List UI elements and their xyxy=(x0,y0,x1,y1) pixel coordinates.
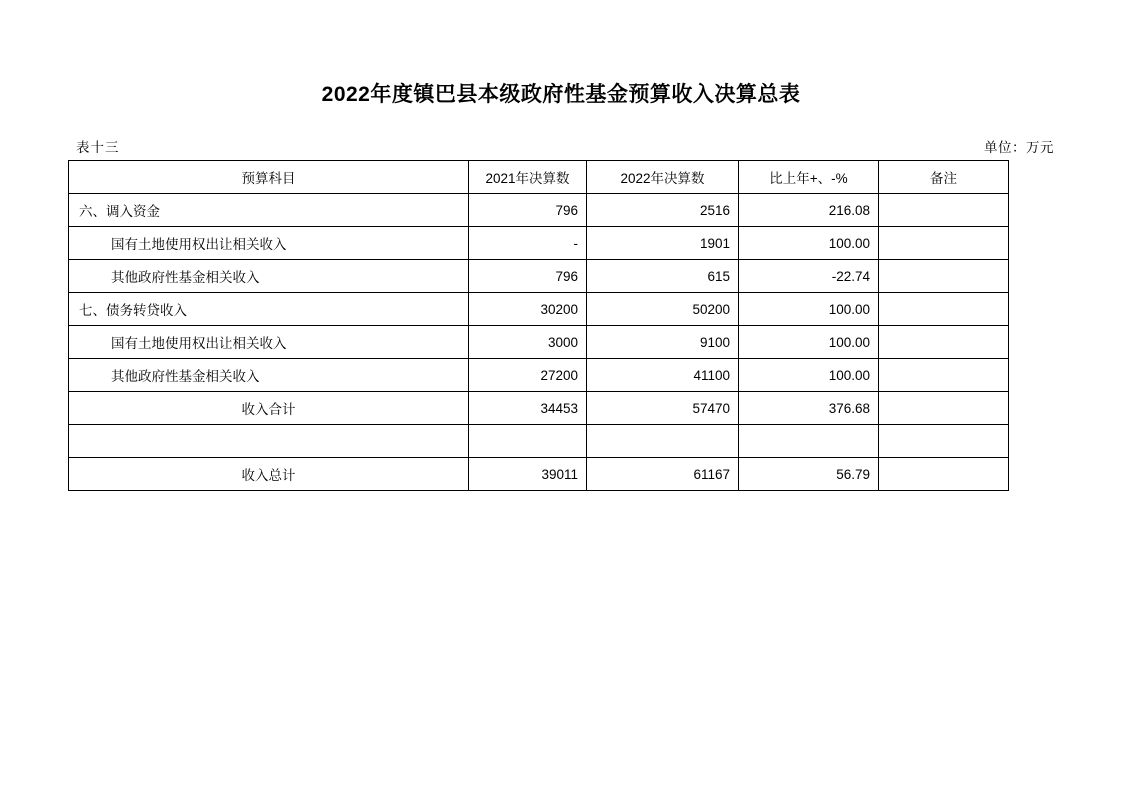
cell-rate: 56.79 xyxy=(739,458,879,491)
cell-rate: 100.00 xyxy=(739,326,879,359)
table-row-empty xyxy=(69,425,1009,458)
table-label: 表十三 xyxy=(76,140,120,155)
cell-rate: 216.08 xyxy=(739,194,879,227)
unit-label: 单位：万元 xyxy=(984,140,1054,155)
cell-y2022: 9100 xyxy=(587,326,739,359)
cell-subject xyxy=(69,425,469,458)
cell-subject: 其他政府性基金相关收入 xyxy=(69,359,469,392)
budget-table xyxy=(68,160,1009,491)
cell-subject: 七、债务转贷收入 xyxy=(69,293,469,326)
table-row xyxy=(69,293,1009,326)
column-header-y2022: 2022年决算数 xyxy=(587,161,739,194)
column-header-note: 备注 xyxy=(879,161,1009,194)
cell-y2022: 57470 xyxy=(587,392,739,425)
cell-rate: 100.00 xyxy=(739,359,879,392)
cell-note xyxy=(879,458,1009,491)
cell-y2021: - xyxy=(469,227,587,260)
table-row xyxy=(69,227,1009,260)
cell-subject: 国有土地使用权出让相关收入 xyxy=(69,326,469,359)
cell-y2021: 796 xyxy=(469,260,587,293)
table-row xyxy=(69,194,1009,227)
cell-y2021: 27200 xyxy=(469,359,587,392)
cell-subject: 收入合计 xyxy=(69,392,469,425)
cell-y2022: 41100 xyxy=(587,359,739,392)
table-header-row xyxy=(69,161,1009,194)
cell-y2022: 50200 xyxy=(587,293,739,326)
cell-y2022: 61167 xyxy=(587,458,739,491)
cell-note xyxy=(879,227,1009,260)
table-row xyxy=(69,359,1009,392)
cell-rate: -22.74 xyxy=(739,260,879,293)
cell-note xyxy=(879,326,1009,359)
cell-y2021: 34453 xyxy=(469,392,587,425)
cell-subject: 六、调入资金 xyxy=(69,194,469,227)
column-header-y2021: 2021年决算数 xyxy=(469,161,587,194)
table-row xyxy=(69,458,1009,491)
cell-rate: 376.68 xyxy=(739,392,879,425)
cell-rate xyxy=(739,425,879,458)
cell-y2022: 615 xyxy=(587,260,739,293)
cell-y2022: 1901 xyxy=(587,227,739,260)
cell-rate: 100.00 xyxy=(739,227,879,260)
cell-y2022 xyxy=(587,425,739,458)
cell-note xyxy=(879,194,1009,227)
cell-subject: 收入总计 xyxy=(69,458,469,491)
table-row xyxy=(69,392,1009,425)
cell-subject: 其他政府性基金相关收入 xyxy=(69,260,469,293)
cell-note xyxy=(879,425,1009,458)
table-row xyxy=(69,326,1009,359)
cell-y2021 xyxy=(469,425,587,458)
cell-rate: 100.00 xyxy=(739,293,879,326)
table-meta xyxy=(76,136,1054,156)
cell-y2021: 39011 xyxy=(469,458,587,491)
cell-y2021: 796 xyxy=(469,194,587,227)
cell-note xyxy=(879,293,1009,326)
cell-y2021: 30200 xyxy=(469,293,587,326)
cell-note xyxy=(879,392,1009,425)
table-row xyxy=(69,260,1009,293)
cell-subject: 国有土地使用权出让相关收入 xyxy=(69,227,469,260)
cell-note xyxy=(879,260,1009,293)
cell-note xyxy=(879,359,1009,392)
column-header-rate: 比上年+、-% xyxy=(739,161,879,194)
cell-y2022: 2516 xyxy=(587,194,739,227)
page-title: 2022年度镇巴县本级政府性基金预算收入决算总表 xyxy=(321,83,801,106)
column-header-subject: 预算科目 xyxy=(69,161,469,194)
cell-y2021: 3000 xyxy=(469,326,587,359)
